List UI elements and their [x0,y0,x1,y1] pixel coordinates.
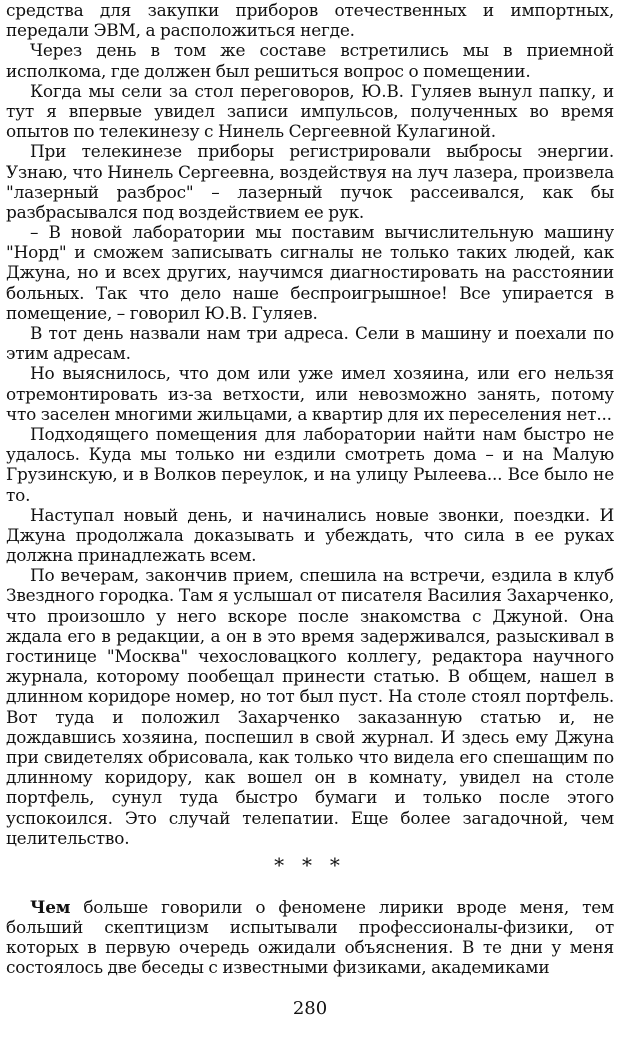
paragraph: Но выяснилось, что дом или уже имел хозяина, или его нельзя отремонтировать из-за ветхости, или невозможно занять, потому что заселен многими жильцами, а квартир для их переселения нет... [6,363,614,424]
lead-word: Чем [30,896,71,917]
paragraph: В тот день назвали нам три адреса. Сели в машину и поехали по этим адресам. [6,323,614,364]
paragraph: Через день в том же составе встретились мы в приемной исполкома, где должен был решиться вопрос о помещении. [6,40,614,81]
paragraph-text: больше говорили о феномене лирики вроде меня, тем больший скептицизм испытывали профессионалы-физики, от которых в первую очередь ожидали объяснения. В те дни у меня состоялось две беседы с известными физиками, академиками [6,896,614,978]
paragraph: Наступал новый день, и начинались новые звонки, поездки. И Джуна продолжала доказывать и убеждать, что сила в ее руках должна принадлежать всем. [6,504,614,566]
paragraph: Подходящего помещения для лаборатории найти нам быстро не удалось. Куда мы только ни ездили смотреть дома – и на Малую Грузинскую, и в Волков переулок, и на улицу Рылеева... Все было не то. [6,423,614,505]
paragraph: – В новой лаборатории мы поставим вычислительную машину "Норд" и сможем записывать сигналы не только таких людей, как Джуна, но и всех других, научимся диагностировать на расстоянии больных. Так что дело наше беспроигрышное! Все упирается в помещение, – говорил Ю.В. Гуляев. [6,222,614,323]
page-number: 280 [292,998,328,1019]
section-separator: * * * [274,852,346,877]
paragraph-continuation: средства для закупки приборов отечественных и импортных, передали ЭВМ, а расположиться негде. [6,0,614,41]
paragraph: При телекинезе приборы регистрировали выбросы энергии. Узнаю, что Нинель Сергеевна, воздействуя на луч лазера, произвела "лазерный разброс" – лазерный пучок рассеивался, как бы разбрасывался под воздействием ее рук. [6,141,614,222]
book-page [6,0,614,1046]
paragraph-new-section [6,897,614,978]
paragraph: Когда мы сели за стол переговоров, Ю.В. Гуляев вынул папку, и тут я впервые увидел записи импульсов, полученных во время опытов по телекинезу с Нинель Сергеевной Кулагиной. [6,80,614,142]
paragraph: По вечерам, закончив прием, спешила на встречи, ездила в клуб Звездного городка. Там я услышал от писателя Василия Захарченко, что произошло у него вскоре после знакомства с Джуной. Она ждала его в редакции, а он в это время задерживался, разыскивал в гостинице "Москва" чехословацкого коллегу, редактора научного журнала, которому пообещал принести статью. В общем, нашел в длинном коридоре номер, но тот был пуст. На столе стоял портфель. Вот туда и положил Захарченко заказанную статью и, не дождавшись хозяина, поспешил в свой журнал. И здесь ему Джуна при свидетелях обрисовала, как только что видела его спешащим по длинному коридору, как вошел он в комнату, увидел на столе портфель, сунул туда быстро бумаги и только после этого успокоился. Это случай телепатии. Еще более загадочной, чем целительство. [6,565,614,848]
page-body [6,0,614,978]
